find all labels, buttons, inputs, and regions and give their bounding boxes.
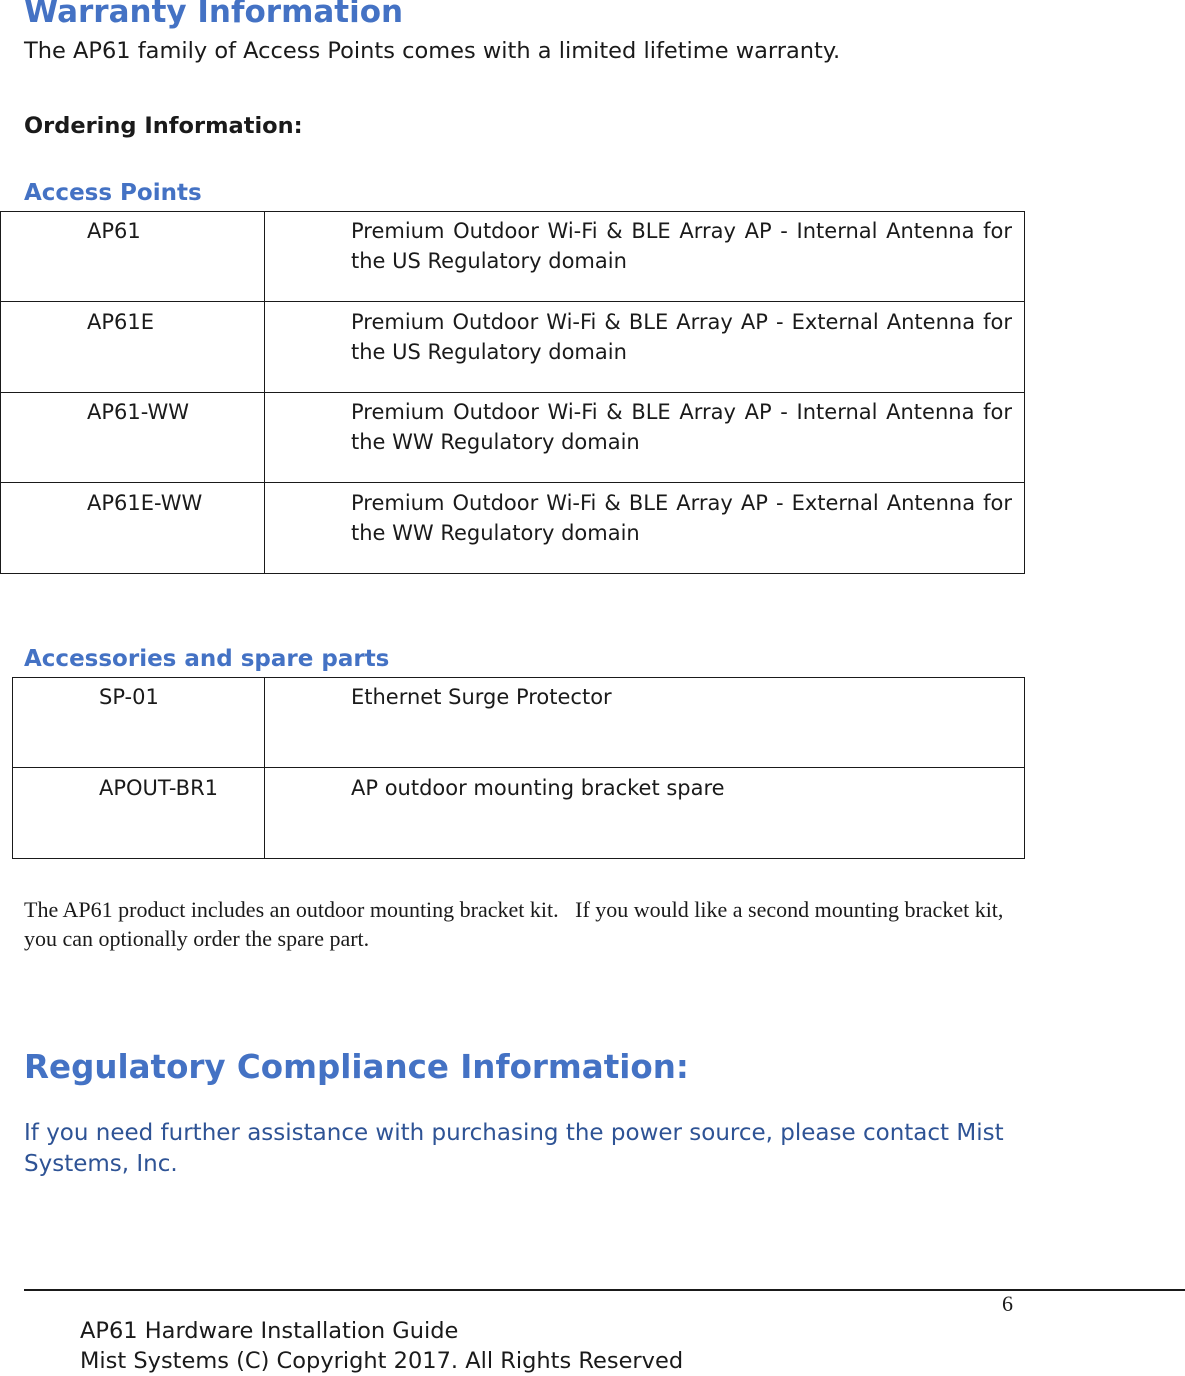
- part-desc-cell: [265, 483, 1025, 574]
- warranty-text: The AP61 family of Access Points comes with a limited lifetime warranty.: [24, 38, 841, 64]
- ordering-heading: Ordering Information:: [24, 113, 303, 139]
- part-code-cell: [1, 302, 265, 393]
- access-points-heading: Access Points: [24, 180, 202, 206]
- part-desc-cell: [265, 393, 1025, 483]
- regulatory-heading: Regulatory Compliance Information:: [24, 1048, 689, 1086]
- regulatory-text: If you need further assistance with purchasing the power source, please contact Mist Systems, Inc.: [24, 1120, 1004, 1177]
- part-code: AP61-WW: [87, 400, 190, 424]
- accessories-heading: Accessories and spare parts: [24, 646, 390, 672]
- page-number: 6: [1002, 1291, 1013, 1316]
- footer-copyright: Mist Systems (C) Copyright 2017. All Rights Reserved: [80, 1348, 684, 1374]
- table-row: [1, 302, 1025, 393]
- table-row: [1, 393, 1025, 483]
- part-description: AP outdoor mounting bracket spare: [351, 776, 725, 800]
- part-description: Ethernet Surge Protector: [351, 685, 612, 709]
- part-desc-cell: [265, 302, 1025, 393]
- warranty-heading: Warranty Information: [24, 0, 404, 30]
- part-code: AP61E: [87, 310, 155, 334]
- table-row: [13, 678, 1025, 768]
- part-code-cell: [13, 678, 265, 768]
- table-row: [1, 483, 1025, 574]
- part-desc-cell: [265, 768, 1025, 859]
- footer-text: [80, 1316, 683, 1376]
- part-code: APOUT-BR1: [99, 776, 219, 800]
- part-code-cell: [1, 483, 265, 574]
- part-code-cell: [1, 393, 265, 483]
- accessories-table: [12, 677, 1025, 859]
- footer-title: AP61 Hardware Installation Guide: [80, 1318, 459, 1344]
- part-code: SP-01: [99, 685, 159, 709]
- part-description: Premium Outdoor Wi-Fi & BLE Array AP - External Antenna for the WW Regulatory domain: [351, 491, 1012, 545]
- access-points-table: [0, 211, 1025, 574]
- part-code: AP61E-WW: [87, 491, 203, 515]
- part-code: AP61: [87, 219, 141, 243]
- table-row: [13, 768, 1025, 859]
- bracket-note: The AP61 product includes an outdoor mounting bracket kit. If you would like a second mounting bracket kit, you can optionally order the spare part.: [24, 897, 1009, 951]
- part-description: Premium Outdoor Wi-Fi & BLE Array AP - Internal Antenna for the WW Regulatory domain: [351, 400, 1012, 454]
- part-code-cell: [1, 212, 265, 302]
- part-description: Premium Outdoor Wi-Fi & BLE Array AP - Internal Antenna for the US Regulatory domain: [351, 219, 1012, 273]
- table-row: [1, 212, 1025, 302]
- part-desc-cell: [265, 212, 1025, 302]
- part-description: Premium Outdoor Wi-Fi & BLE Array AP - External Antenna for the US Regulatory domain: [351, 310, 1012, 364]
- part-code-cell: [13, 768, 265, 859]
- part-desc-cell: [265, 678, 1025, 768]
